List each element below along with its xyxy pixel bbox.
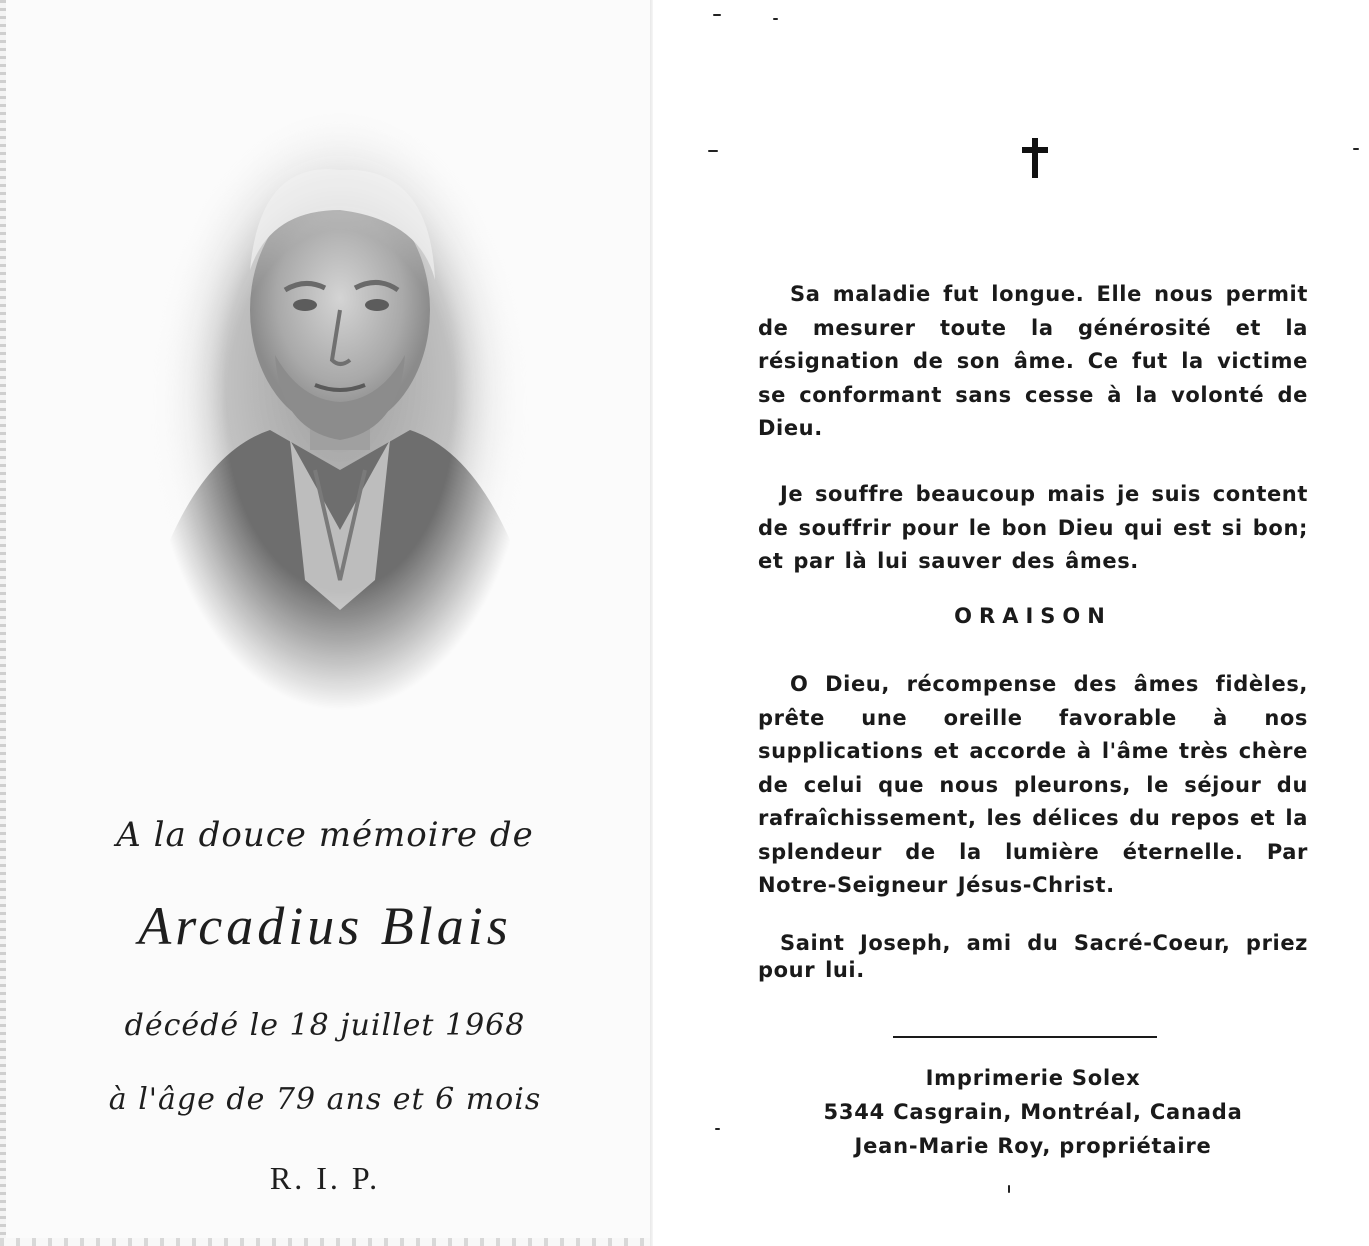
age-at-death: à l'âge de 79 ans et 6 mois <box>108 1082 542 1117</box>
paragraph-quote: Je souffre beaucoup mais je suis content de souffrir pour le bon Dieu qui est si bon; et par là lui sauver des âmes. <box>758 482 1308 573</box>
right-panel <box>653 0 1369 1246</box>
saint-joseph-invocation: Saint Joseph, ami du Sacré-Coeur, priez pour lui. <box>758 931 1308 982</box>
death-date: décédé le 18 juillet 1968 <box>124 1008 526 1043</box>
rip-inscription: R. I. P. <box>269 1160 381 1196</box>
paragraph-illness: Sa maladie fut longue. Elle nous permit de mesurer toute la générosité et la résignation de son âme. Ce fut la victime se conformant sans cesse à la volonté de Dieu. <box>758 282 1308 440</box>
print-speck <box>1008 1185 1010 1193</box>
print-speck <box>708 150 718 152</box>
prayer-heading: ORAISON <box>954 604 1112 628</box>
printer-name: Imprimerie Solex <box>925 1066 1141 1090</box>
print-speck <box>713 14 721 16</box>
bottom-edge <box>0 1238 650 1246</box>
printer-owner: Jean-Marie Roy, propriétaire <box>854 1134 1212 1158</box>
print-speck <box>1353 148 1359 150</box>
memory-dedication: A la douce mémoire de <box>116 815 534 855</box>
portrait-photo <box>150 110 530 710</box>
separator-line <box>893 1036 1157 1038</box>
left-panel <box>0 0 650 1246</box>
print-speck <box>773 18 778 20</box>
printer-address: 5344 Casgrain, Montréal, Canada <box>823 1100 1243 1124</box>
perforated-edge <box>0 0 6 1246</box>
cross-icon <box>1020 138 1050 178</box>
prayer-text: O Dieu, récompense des âmes fidèles, prête une oreille favorable à nos supplications et accorde à l'âme très chère de celui que nous pleurons, le séjour du rafraîchissement, les délices du repos et la splendeur de la lumière éternelle. Par Notre-Seigneur Jésus-Christ. <box>758 672 1308 897</box>
deceased-name: Arcadius Blais <box>138 896 512 956</box>
print-speck <box>715 1128 720 1130</box>
